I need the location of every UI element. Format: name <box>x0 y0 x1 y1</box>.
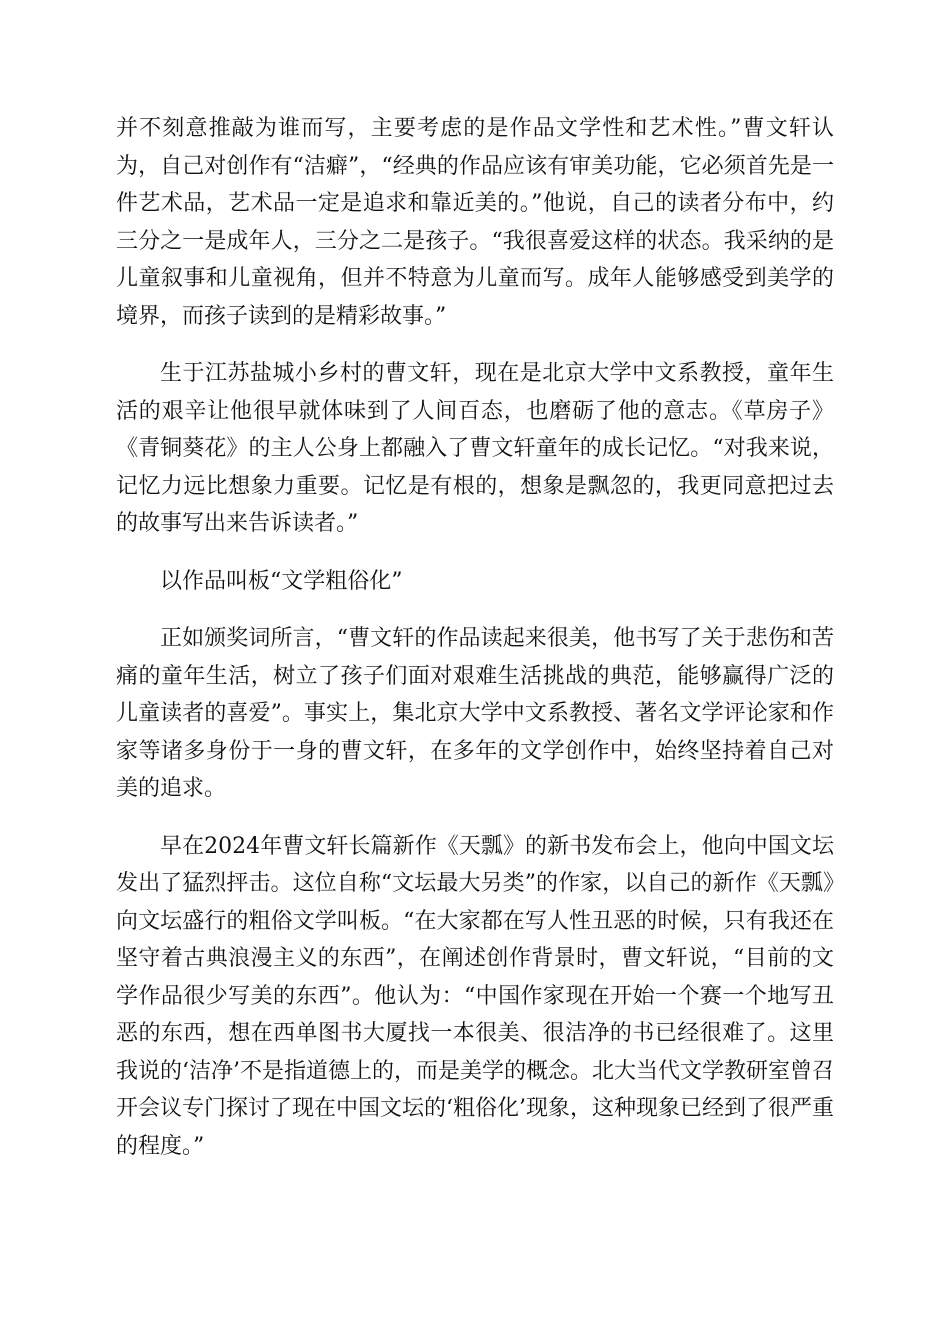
section-heading: 以作品叫板“文学粗俗化” <box>160 568 403 594</box>
paragraph-2: 生于江苏盐城小乡村的曹文轩，现在是北京大学中文系教授，童年生活的艰辛让他很早就体味到了人间百态，也磨砺了他的意志。《草房子》《青铜葵花》的主人公身上都融入了曹文轩童年的成长记忆。“对我来说，记忆力远比想象力重要。记忆是有根的，想象是飘忽的，我更同意把过去的故事写出来告诉读者。” <box>116 361 834 536</box>
paragraph-3: 正如颁奖词所言，“曹文轩的作品读起来很美，他书写了关于悲伤和苦痛的童年生活，树立了孩子们面对艰难生活挑战的典范，能够赢得广泛的儿童读者的喜爱”。事实上，集北京大学中文系教授、著名文学评论家和作家等诸多身份于一身的曹文轩，在多年的文学创作中，始终坚持着自己对美的追求。 <box>116 626 834 801</box>
article-body <box>116 110 834 1185</box>
paragraph-1: 并不刻意推敲为谁而写，主要考虑的是作品文学性和艺术性。”曹文轩认为，自己对创作有“洁癖”，“经典的作品应该有审美功能，它必须首先是一件艺术品，艺术品一定是追求和靠近美的。”他说，自己的读者分布中，约三分之一是成年人，三分之二是孩子。“我很喜爱这样的状态。我采纳的是儿童叙事和儿童视角，但并不特意为儿童而写。成年人能够感受到美学的境界，而孩子读到的是精彩故事。” <box>116 116 834 329</box>
paragraph-4: 早在2024年曹文轩长篇新作《天瓢》的新书发布会上，他向中国文坛发出了猛烈抨击。这位自称“文坛最大另类”的作家，以自己的新作《天瓢》向文坛盛行的粗俗文学叫板。“在大家都在写人性丑恶的时候，只有我还在坚守着古典浪漫主义的东西”，在阐述创作背景时，曹文轩说，“目前的文学作品很少写美的东西”。他认为：“中国作家现在开始一个赛一个地写丑恶的东西，想在西单图书大厦找一本很美、很洁净的书已经很难了。这里我说的‘洁净’不是指道德上的，而是美学的概念。北大当代文学教研室曾召开会议专门探讨了现在中国文坛的‘粗俗化’现象，这种现象已经到了很严重的程度。” <box>116 833 834 1159</box>
